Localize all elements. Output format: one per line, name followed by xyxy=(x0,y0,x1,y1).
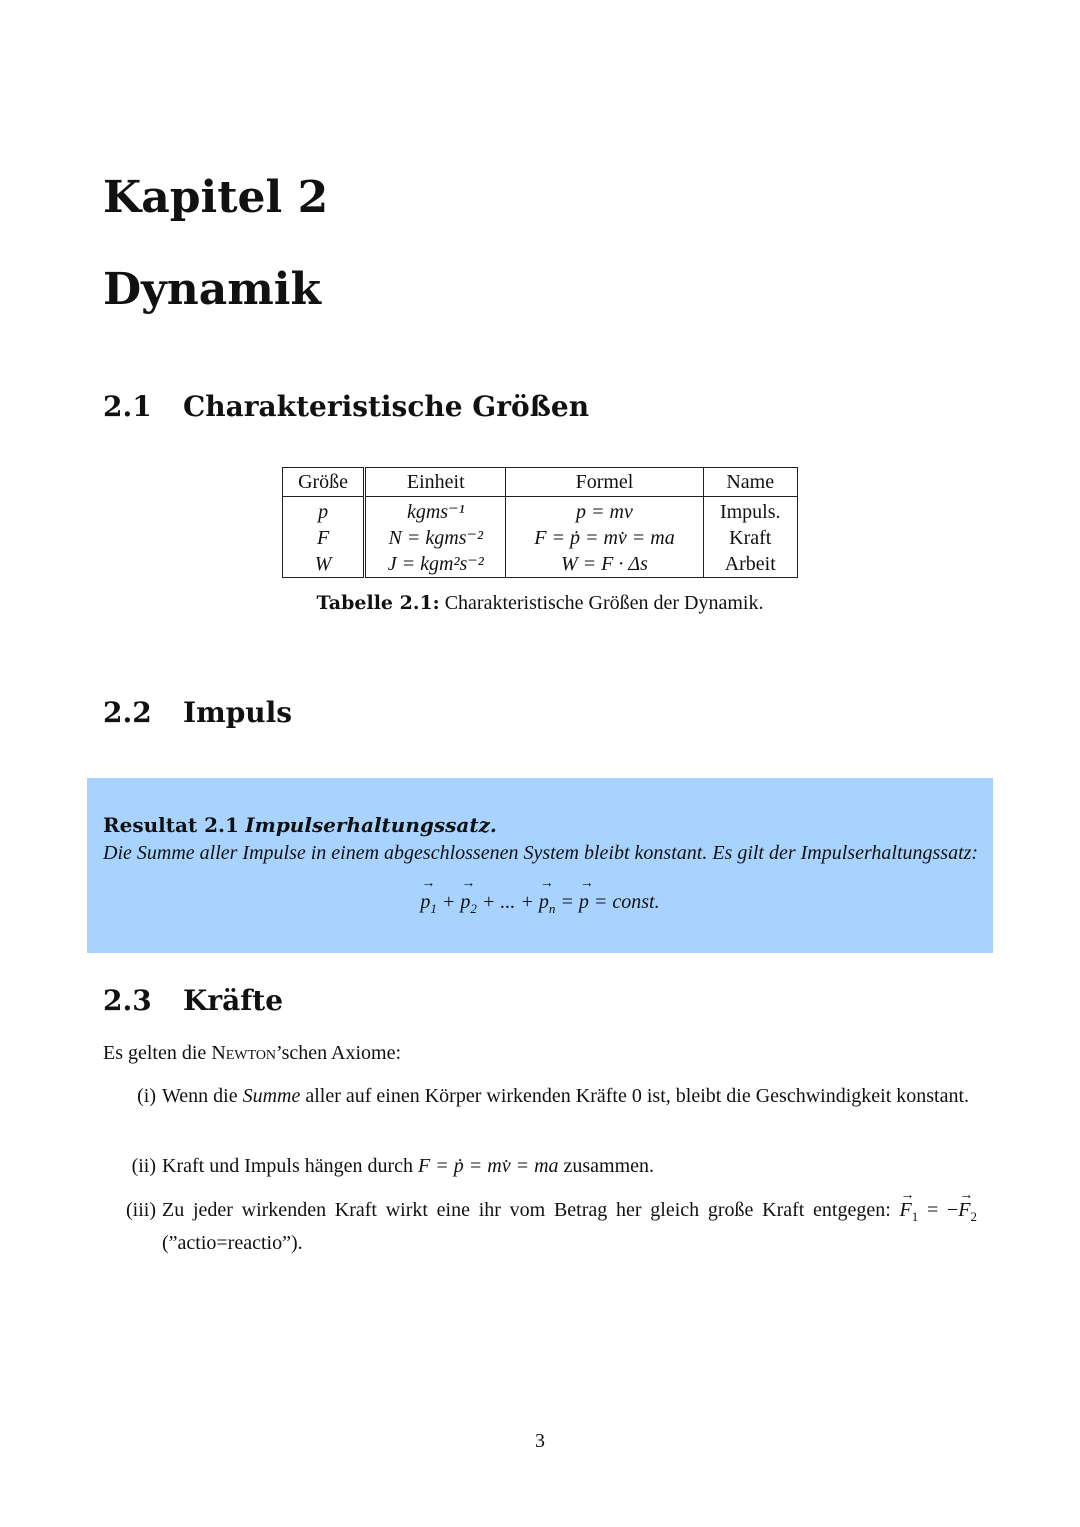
intro-text-post: ’schen Axiome: xyxy=(276,1042,402,1064)
subscript: n xyxy=(548,901,556,916)
page-number: 3 xyxy=(535,1430,545,1452)
subscript: 1 xyxy=(911,1209,919,1224)
vector-p: → p xyxy=(460,891,470,914)
table-cell: Arbeit xyxy=(703,551,798,578)
result-title: Impulserhaltungssatz. xyxy=(245,813,497,837)
vector-p: → p xyxy=(579,891,589,914)
table-cell: F = ṗ = mv̇ = ma xyxy=(506,525,703,551)
momentum-conservation-equation xyxy=(0,891,1080,917)
table-cell: kgms⁻¹ xyxy=(365,497,506,526)
axiom-enum: (iii) xyxy=(126,1199,156,1221)
chapter-title: Dynamik xyxy=(103,264,321,315)
eq-operator: = xyxy=(560,891,574,913)
intro-text: Es gelten die xyxy=(103,1042,207,1064)
axioms-intro xyxy=(103,1040,401,1067)
table-row xyxy=(283,497,798,526)
vector-p: → p xyxy=(539,891,549,914)
axiom-item xyxy=(103,1197,977,1257)
table-cell: p = mv xyxy=(506,497,703,526)
table-header-row xyxy=(283,468,798,497)
section-title: Charakteristische Größen xyxy=(183,390,590,423)
section-number: 2.1 xyxy=(103,390,152,423)
table-cell: W xyxy=(283,551,365,578)
table-row xyxy=(283,551,798,578)
vector-p: → p xyxy=(420,891,430,914)
axiom-text-part: Kraft und Impuls hängen durch xyxy=(162,1155,414,1177)
section-title: Impuls xyxy=(183,696,293,729)
section-number: 2.3 xyxy=(103,984,152,1017)
axiom-text-part: (”actio=reactio”). xyxy=(162,1232,303,1254)
result-text: Die Summe aller Impulse in einem abgeschlossenen System bleibt konstant. Es gilt der Impulserhaltungssatz: xyxy=(103,842,979,864)
table-cell: N = kgms⁻² xyxy=(365,525,506,551)
table-header-cell: Name xyxy=(703,468,798,497)
result-label: Resultat 2.1 xyxy=(103,813,239,837)
table-header-cell: Formel xyxy=(506,468,703,497)
eq-operator: + ... + xyxy=(481,891,534,913)
section-number: 2.2 xyxy=(103,696,152,729)
caption-label: Tabelle 2.1: xyxy=(316,592,440,614)
table-cell: W = F · Δs xyxy=(506,551,703,578)
section-heading-2-1 xyxy=(103,390,589,423)
subscript: 1 xyxy=(430,901,437,916)
axiom-text xyxy=(162,1153,977,1180)
table-header-cell: Einheit xyxy=(365,468,506,497)
table-cell: p xyxy=(283,497,365,526)
section-heading-2-3 xyxy=(103,984,283,1017)
table-cell: Impuls. xyxy=(703,497,798,526)
subscript: 2 xyxy=(970,1209,978,1224)
axiom-enum: (ii) xyxy=(131,1155,156,1177)
axiom-formula: F = ṗ = mv̇ = ma xyxy=(418,1155,559,1177)
axiom-text-part: Zu jeder wirkenden Kraft wirkt eine ihr vom Betrag her gleich große Kraft entgegen: xyxy=(162,1199,891,1221)
table-header-cell: Größe xyxy=(283,468,365,497)
axiom-text xyxy=(162,1083,977,1110)
axiom-emphasis: Summe xyxy=(242,1085,301,1107)
quantities-table xyxy=(282,467,798,578)
table-row xyxy=(283,525,798,551)
axiom-text-part: zusammen. xyxy=(563,1155,655,1177)
axiom-text-part: Wenn die xyxy=(162,1085,238,1107)
vector-f: → F xyxy=(958,1197,970,1224)
table-cell: J = kgm²s⁻² xyxy=(365,551,506,578)
axiom-item xyxy=(103,1153,977,1180)
eq-operator: + xyxy=(441,891,456,913)
section-title: Kräfte xyxy=(183,984,284,1017)
vector-f: → F xyxy=(900,1197,912,1224)
axiom-text xyxy=(162,1197,977,1257)
axiom-item xyxy=(103,1083,977,1110)
subscript: 2 xyxy=(470,901,477,916)
eq-operator: = − xyxy=(927,1199,959,1221)
axiom-text-part: aller auf einen Körper wirkenden Kräfte 0 ist, bleibt die Geschwindigkeit konstant. xyxy=(305,1085,970,1107)
result-heading xyxy=(103,813,497,837)
newton-name: Newton xyxy=(211,1042,277,1064)
caption-text: Charakteristische Größen der Dynamik. xyxy=(444,592,764,614)
eq-operator: = const. xyxy=(593,891,660,913)
chapter-label: Kapitel 2 xyxy=(103,172,329,223)
axiom-enum: (i) xyxy=(137,1085,156,1107)
table-caption xyxy=(0,592,1080,615)
table-cell: Kraft xyxy=(703,525,798,551)
table-cell: F xyxy=(283,525,365,551)
section-heading-2-2 xyxy=(103,696,292,729)
